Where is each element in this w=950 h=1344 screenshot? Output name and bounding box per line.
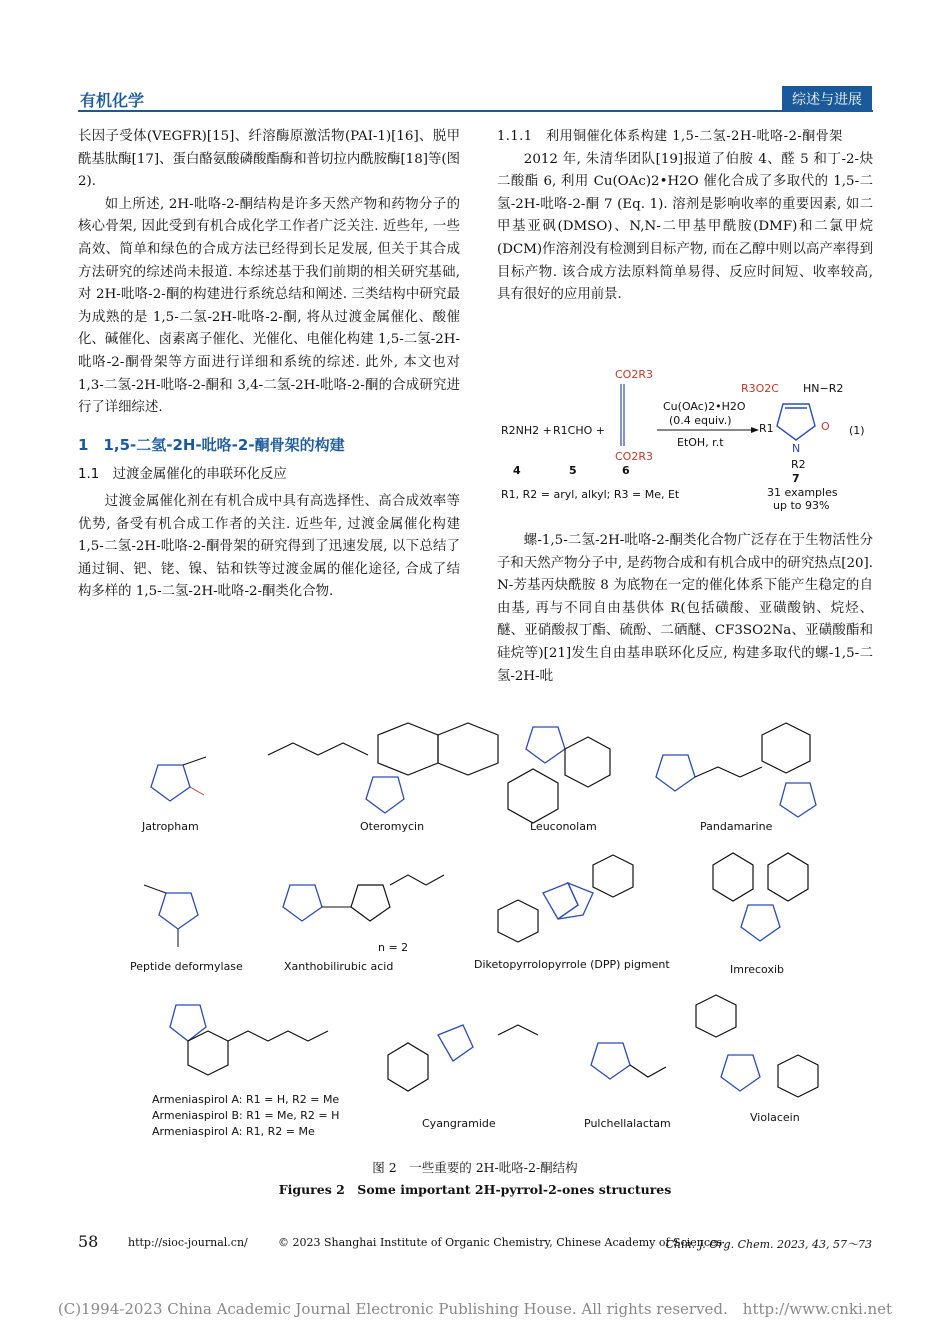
subsection-heading-1-1-1: 1.1.1 利用铜催化体系构建 1,5-二氢-2H-吡咯-2-酮骨架	[497, 129, 843, 144]
reagent-amine: R2NH2 +	[501, 424, 552, 437]
name-leuconolam: Leuconolam	[530, 820, 597, 833]
name-oteromycin: Oteromycin	[360, 820, 425, 833]
examples-note: 31 examples	[767, 486, 838, 499]
name-violacein: Violacein	[750, 1111, 800, 1124]
figure-caption-en: Figures 2 Some important 2H-pyrrol-2-ones structures	[278, 1182, 672, 1197]
watermark: (C)1994-2023 China Academic Journal Electronic Publishing House. All rights reserved. http://www.cnki.net	[57, 1300, 893, 1318]
arrow-head-icon	[751, 427, 759, 433]
armenia-b: Armeniaspirol B: R1 = Me, R2 = H	[152, 1109, 340, 1122]
name-imrecoxib: Imrecoxib	[730, 963, 784, 976]
section-heading-1: 1 1,5-二氢-2H-吡咯-2-酮骨架的构建	[78, 435, 345, 454]
left-column	[78, 126, 460, 604]
structure-violacein	[696, 995, 818, 1097]
product-ester: R3O2C	[741, 382, 779, 395]
name-xanthobilirubic-acid: Xanthobilirubic acid	[284, 960, 394, 973]
condition-solvent: EtOH, r.t	[677, 436, 724, 449]
structure-armeniaspirol	[170, 1005, 328, 1075]
name-pulchellalactam: Pulchellalactam	[584, 1117, 671, 1130]
compound-7: 7	[792, 472, 800, 485]
name-dpp-pigment: Diketopyrrolopyrrole (DPP) pigment	[474, 958, 670, 971]
reagent-ester-bottom: CO2R3	[615, 450, 653, 463]
journal-title: 有机化学	[80, 91, 145, 110]
structure-oteromycin	[268, 723, 498, 813]
compound-6: 6	[622, 464, 630, 477]
left-paragraph-3: 过渡金属催化剂在有机合成中具有高选择性、高合成效率等优势, 备受有机合成工作者的关注. 近些年, 过渡金属催化构建 1,5-二氢-2H-吡咯-2-酮骨架的研究得到了迅速发展, 以下总结了通过铜、钯、铑、镍、钴和铁等过渡金属的催化途径, 合成了结构多样的 1,5-二氢-2H-吡咯-2-酮类化合物.	[78, 493, 460, 600]
structure-dpp-pigment	[498, 855, 633, 942]
reagent-ester-top: CO2R3	[615, 368, 653, 381]
footer-citation: Chin. J. Org. Chem. 2023, 43, 57～73	[665, 1238, 872, 1251]
condition-catalyst: Cu(OAc)2•H2O	[663, 400, 746, 413]
figure-2	[78, 705, 873, 1150]
left-paragraph-1: 长因子受体(VEGFR)[15]、纤溶酶原激活物(PAI-1)[16]、脱甲酰基肽酶[17]、蛋白酪氨酸磷酸酯酶和普切拉内酰胺酶[18]等(图 2).	[78, 129, 460, 190]
product-n: N	[792, 442, 801, 455]
structure-peptide-deformylase	[144, 885, 198, 947]
product-o: O	[821, 420, 830, 433]
right-column	[497, 126, 873, 307]
header-rule	[78, 110, 873, 112]
structure-imrecoxib	[713, 853, 808, 941]
reaction-scheme	[497, 362, 877, 512]
name-pandamarine: Pandamarine	[700, 820, 773, 833]
structure-pulchellalactam	[591, 1043, 666, 1079]
compound-5: 5	[569, 464, 577, 477]
compound-4: 4	[513, 464, 521, 477]
figure-caption-cn: 图 2 一些重要的 2H-吡咯-2-酮结构	[372, 1160, 578, 1175]
scope-note: R1, R2 = aryl, alkyl; R3 = Me, Et	[501, 488, 680, 501]
structure-cyangramide	[388, 1025, 538, 1091]
name-peptide-deformylase: Peptide deformylase	[130, 960, 243, 973]
right-paragraph-1: 2012 年, 朱清华团队[19]报道了伯胺 4、醛 5 和丁-2-炔二酸酯 6, 利用 Cu(OAc)2•H2O 催化合成了多取代的 1,5-二氢-2H-吡咯-2-酮 7 (Eq. 1). 溶剂是影响收率的重要因素, 如二甲基亚砜(DMSO)、N,N-二甲基甲酰胺(DMF)和二氯甲烷(DCM)作溶剂没有检测到目标产物, 而在乙醇中则以高产率得到目标产物. 该合成方法原料简单易得、反应时间短、收率较高, 具有很好的应用前景.	[497, 151, 873, 303]
product-r2: R2	[791, 458, 806, 471]
product-r1: R1	[759, 422, 774, 435]
subsection-heading-1-1: 1.1 过渡金属催化的串联环化反应	[78, 467, 287, 483]
page-number: 58	[78, 1232, 99, 1251]
condition-loading: (0.4 equiv.)	[669, 414, 732, 427]
armenia-a: Armeniaspirol A: R1 = H, R2 = Me	[152, 1093, 340, 1106]
structure-jatropham	[151, 757, 206, 801]
pyrrolone-ring	[777, 404, 815, 440]
structure-xanthobilirubic-acid	[283, 875, 444, 921]
product-amine: HN−R2	[803, 382, 844, 395]
section-tag: 综述与进展	[782, 86, 872, 112]
armenia-a2: Armeniaspirol A: R1, R2 = Me	[152, 1125, 315, 1138]
right-paragraph-2: 螺-1,5-二氢-2H-吡咯-2-酮类化合物广泛存在于生物活性分子和天然产物分子中, 是药物合成和有机合成中的研究热点[20]. N-芳基丙炔酰胺 8 为底物在一定的催化体系下能产生稳定的自由基, 再与不同自由基供体 R(包括磺酸、亚磺酸钠、烷烃、醚、亚硝酸叔丁酯、硫酚、二硒醚、CF3SO2Na、亚磺酸酯和硅烷等)[21]发生自由基串联环化反应, 构建多取代的螺-1,5-二氢-2H-吡	[497, 533, 873, 684]
left-paragraph-2: 如上所述, 2H-吡咯-2-酮结构是许多天然产物和药物分子的核心骨架, 因此受到有机合成化学工作者广泛关注. 近些年, 一些高效、简单和绿色的合成方法已经得到长足发展, 但关于其合成方法研究的综述尚未报道. 本综述基于我们前期的相关研究基础, 对 2H-吡咯-2-酮的构建进行系统总结和阐述. 三类结构中研究最为成熟的是 1,5-二氢-2H-吡咯-2-酮, 将从过渡金属催化、酸催化、碱催化、卤素离子催化、光催化、电催化构建 1,5-二氢-2H-吡咯-2-酮骨架等方面进行详细和系统的综述. 此外, 本文也对 1,3-二氢-2H-吡咯-2-酮和 3,4-二氢-2H-吡咯-2-酮的合成研究进行了详细综述.	[78, 196, 460, 416]
footer-url: http://sioc-journal.cn/	[128, 1236, 248, 1249]
right-column-lower	[497, 530, 873, 688]
footer-copyright: © 2023 Shanghai Institute of Organic Chemistry, Chinese Academy of Sciences	[278, 1236, 723, 1249]
name-jatropham: Jatropham	[142, 820, 199, 833]
note-n2: n = 2	[378, 941, 409, 954]
yield-note: up to 93%	[773, 499, 830, 512]
equation-number: (1)	[849, 424, 865, 437]
reagent-aldehyde: R1CHO +	[553, 424, 605, 437]
name-cyangramide: Cyangramide	[422, 1117, 496, 1130]
structure-leuconolam	[508, 727, 610, 823]
structure-pandamarine	[656, 723, 816, 817]
